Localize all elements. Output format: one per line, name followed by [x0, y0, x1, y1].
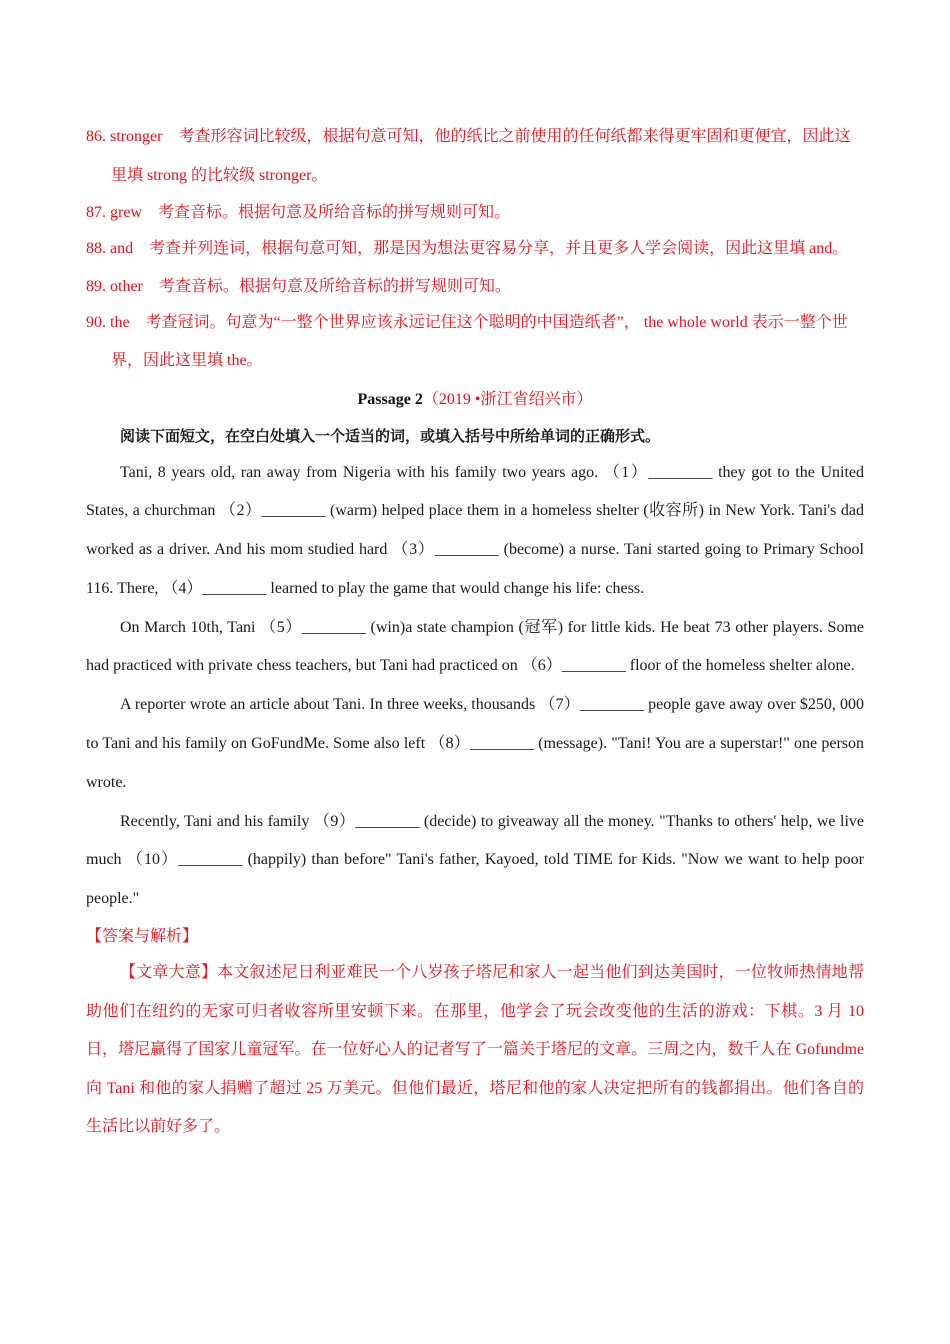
passage-paragraph: Recently, Tani and his family （9）________ (decide) to giveaway all the money. "Thanks to others' help, we live much （10）________ (happily) than before" Tani's father, Kayoed, told TIME for Kids. "Now we want to help poor people."	[86, 812, 864, 908]
passage-source: （2019 •浙江省绍兴市）	[422, 390, 593, 408]
passage-title: Passage 2	[357, 390, 423, 408]
passage-paragraph: Tani, 8 years old, ran away from Nigeria with his family two years ago. （1）________ they got to the United States, a churchman （2）________ (warm) helped place them in a homeless shelter (收容所) in New York. Tani's dad worked as a driver. And his mom studied hard （3）________ (become) a nurse. Tani started going to Primary School 116. There, （4）________ learned to play the game that would change his life: chess.	[86, 463, 864, 597]
answer-explanation: 考查并列连词，根据句意可知，那是因为想法更容易分享，并且更多人学会阅读，因此这里填 and。	[149, 240, 849, 257]
answer-86	[86, 118, 864, 195]
answer-90	[86, 304, 864, 381]
passage-instructions: 阅读下面短文，在空白处填入一个适当的词，或填入括号中所给单词的正确形式。	[120, 426, 661, 445]
answer-number: 90.	[86, 313, 106, 331]
passage-heading	[86, 381, 864, 419]
answer-number: 86.	[86, 128, 106, 145]
answer-explanation: 考查音标。根据句意及所给音标的拼写规则可知。	[158, 277, 511, 295]
answer-word: and	[110, 240, 134, 257]
answer-87	[86, 195, 864, 230]
answer-88	[86, 230, 864, 269]
answer-word: grew	[110, 204, 142, 221]
passage-paragraph: On March 10th, Tani （5）________ (win)a state champion (冠军) for little kids. He beat 73 other players. Some had practiced with private chess teachers, but Tani had practiced on （6）________ floor of the homeless shelter alone.	[86, 618, 864, 675]
answer-word: stronger	[110, 128, 163, 145]
answer-explanation: 考查冠词。句意为“一整个世界应该永远记住这个聪明的中国造纸者”， the whole world 表示一整个世界，因此这里填 the。	[111, 313, 848, 369]
answer-word: other	[110, 277, 143, 295]
document-page	[86, 118, 864, 1147]
analysis-heading: 【答案与解析】	[86, 928, 199, 946]
answer-89	[86, 269, 864, 304]
analysis-summary: 【文章大意】本文叙述尼日利亚难民一个八岁孩子塔尼和家人一起当他们到达美国时，一位牧师热情地帮助他们在纽约的无家可归者收容所里安顿下来。在那里，他学会了玩会改变他的生活的游戏：下棋。3 月 10 日，塔尼赢得了国家儿童冠军。在一位好心人的记者写了一篇关于塔尼的文章。三周之内，数千人在 Gofundme 向 Tani 和他的家人捐赠了超过 25 万美元。但他们最近，塔尼和他的家人决定把所有的钱都捐出。他们各自的生活比以前好多了。	[86, 964, 864, 1136]
answer-number: 89.	[86, 277, 106, 295]
answer-number: 87.	[86, 204, 106, 221]
answer-explanation: 考查音标。根据句意及所给音标的拼写规则可知。	[157, 204, 510, 221]
answer-explanation: 考查形容词比较级，根据句意可知，他的纸比之前使用的任何纸都来得更牢固和更便宜，因此这里填 strong 的比较级 stronger。	[111, 128, 851, 184]
passage-paragraph: A reporter wrote an article about Tani. In three weeks, thousands （7）________ people gave away over $250, 000 to Tani and his family on GoFundMe. Some also left （8）________ (message). "Tani! You are a superstar!" one person wrote.	[86, 696, 864, 791]
answer-number: 88.	[86, 240, 106, 257]
answer-word: the	[110, 313, 130, 331]
